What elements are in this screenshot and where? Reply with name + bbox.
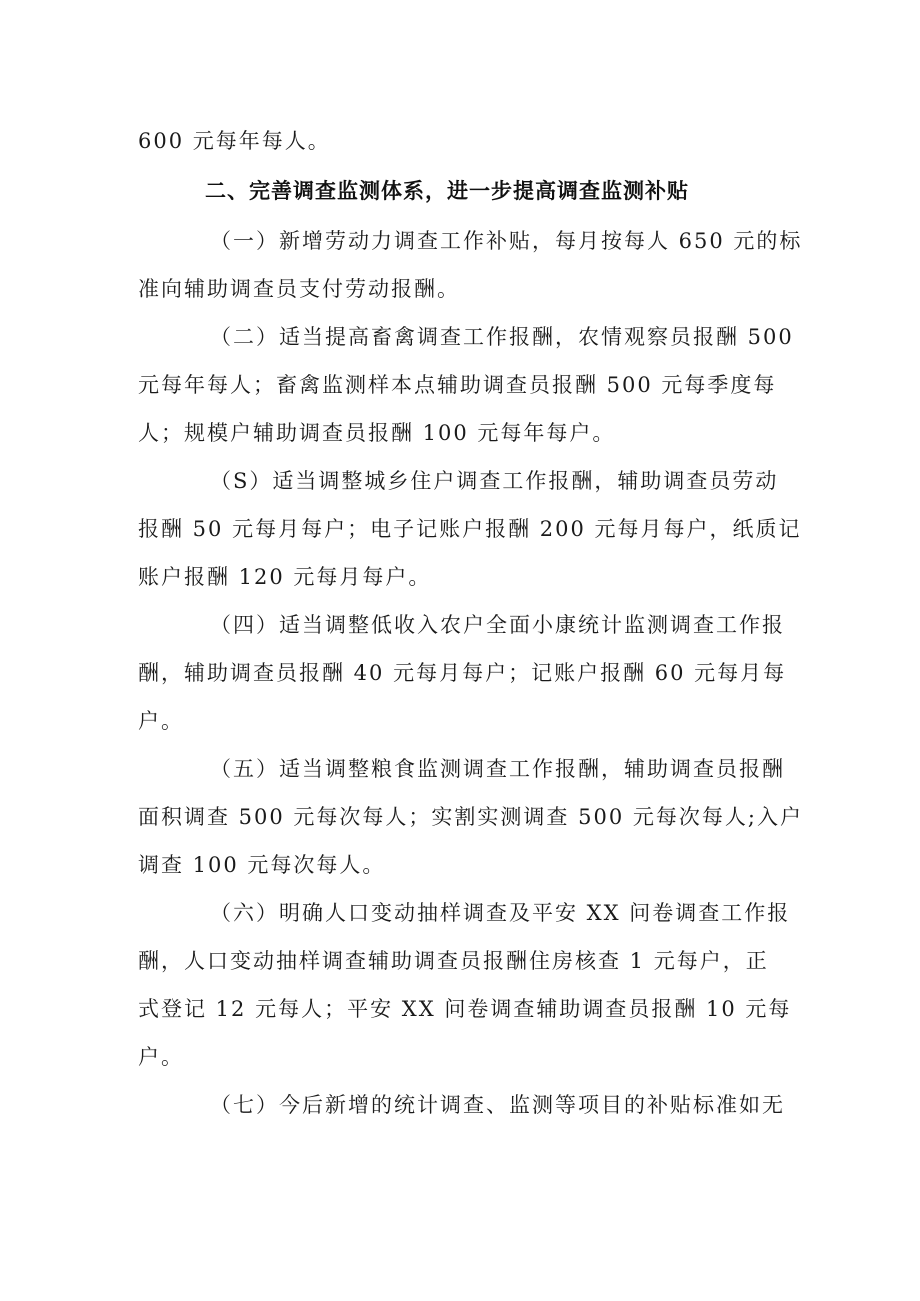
text-line: 600 元每年每人。 — [138, 129, 331, 153]
paragraph-1-line-2: 准向辅助调查员支付劳动报酬。 — [138, 277, 460, 301]
paragraph-6-line-3: 式登记 12 元每人；平安 XX 问卷调查辅助调查员报酬 10 元每 — [138, 997, 792, 1021]
paragraph-6-line-1: （六）明确人口变动抽样调查及平安 XX 问卷调查工作报 — [210, 901, 791, 925]
paragraph-5-line-2: 面积调查 500 元每次每人；实割实测调查 500 元每次每人;入户 — [138, 805, 803, 829]
paragraph-7-line-1: （七）今后新增的统计调查、监测等项目的补贴标准如无 — [210, 1093, 785, 1117]
paragraph-3-line-1: （S）适当调整城乡住户调查工作报酬，辅助调查员劳动 — [210, 469, 779, 493]
paragraph-5-line-3: 调查 100 元每次每人。 — [138, 853, 386, 877]
paragraph-5-line-1: （五）适当调整粮食监测调查工作报酬，辅助调查员报酬 — [210, 757, 785, 781]
paragraph-4-line-1: （四）适当调整低收入农户全面小康统计监测调查工作报 — [210, 613, 785, 637]
paragraph-4-line-3: 户。 — [138, 709, 184, 733]
paragraph-3-line-2: 报酬 50 元每月每户；电子记账户报酬 200 元每月每户，纸质记 — [138, 517, 802, 541]
paragraph-6-line-4: 户。 — [138, 1045, 184, 1069]
section-heading: 二、完善调查监测体系，进一步提高调查监测补贴 — [205, 179, 689, 203]
paragraph-3-line-3: 账户报酬 120 元每月每户。 — [138, 565, 432, 589]
paragraph-6-line-2: 酬，人口变动抽样调查辅助调查员报酬住房核查 1 元每户，正 — [138, 949, 769, 973]
paragraph-2-line-2: 元每年每人；畜禽监测样本点辅助调查员报酬 500 元每季度每 — [138, 373, 777, 397]
paragraph-1-line-1: （一）新增劳动力调查工作补贴，每月按每人 650 元的标 — [210, 229, 803, 253]
paragraph-2-line-1: （二）适当提高畜禽调查工作报酬，农情观察员报酬 500 — [210, 325, 794, 349]
paragraph-4-line-2: 酬，辅助调查员报酬 40 元每月每户；记账户报酬 60 元每月每 — [138, 661, 787, 685]
paragraph-2-line-3: 人；规模户辅助调查员报酬 100 元每年每户。 — [138, 421, 616, 445]
